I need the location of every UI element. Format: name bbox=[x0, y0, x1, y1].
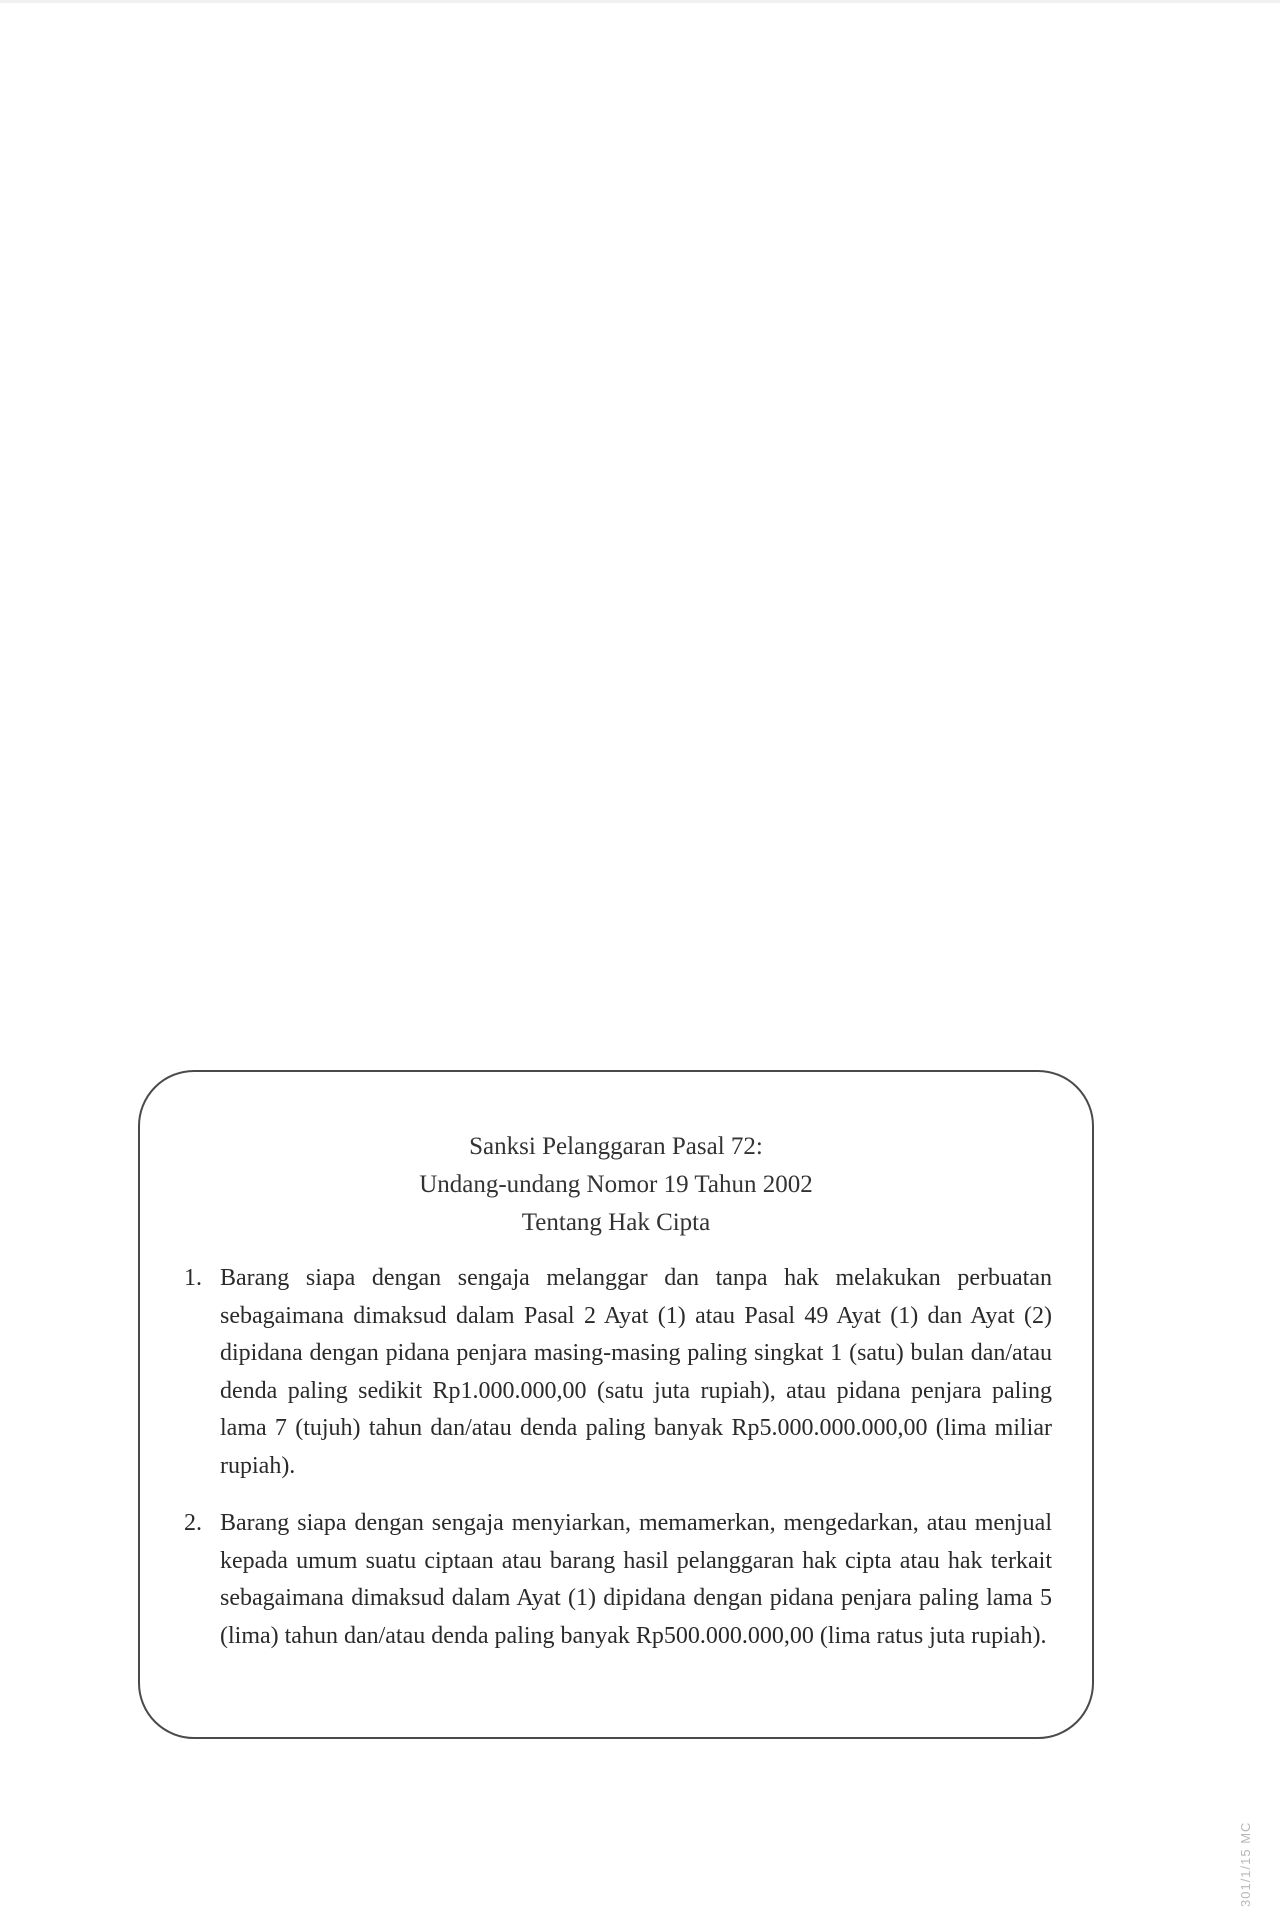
notice-heading-line-2: Undang-undang Nomor 19 Tahun 2002 bbox=[419, 1171, 813, 1198]
rule-text: Barang siapa dengan sengaja menyiarkan, memamerkan, mengedarkan, atau menjual kepada umum suatu ciptaan atau barang hasil pelanggaran hak cipta atau hak terkait sebagaimana dimaksud dalam Ayat (1) dipidana dengan pidana penjara paling lama 5 (lima) tahun dan/atau denda paling banyak Rp500.000.000,00 (lima ratus juta rupiah). bbox=[220, 1510, 1052, 1649]
notice-heading-line-1: Sanksi Pelanggaran Pasal 72: bbox=[469, 1133, 763, 1160]
copyright-sanction-box bbox=[138, 1070, 1094, 1739]
print-code-mark: 301/1/15 MC bbox=[1238, 1821, 1253, 1907]
rule-number: 2. bbox=[184, 1510, 202, 1536]
sanction-rule-1 bbox=[180, 1260, 1052, 1485]
page-top-edge bbox=[0, 0, 1280, 3]
rule-text: Barang siapa dengan sengaja melanggar dan tanpa hak melakukan perbuatan sebagaimana dimaksud dalam Pasal 2 Ayat (1) atau Pasal 49 Ayat (1) dan Ayat (2) dipidana dengan pidana penjara masing-masing paling singkat 1 (satu) bulan dan/atau denda paling sedikit Rp1.000.000,00 (satu juta rupiah), atau pidana penjara paling lama 7 (tujuh) tahun dan/atau denda paling banyak Rp5.000.000.000,00 (lima miliar rupiah). bbox=[220, 1265, 1052, 1479]
sanction-rules-list bbox=[180, 1260, 1052, 1655]
rule-number: 1. bbox=[184, 1265, 202, 1291]
notice-heading-line-3: Tentang Hak Cipta bbox=[521, 1209, 711, 1236]
notice-heading bbox=[180, 1128, 1052, 1242]
sanction-rule-2 bbox=[180, 1505, 1052, 1655]
